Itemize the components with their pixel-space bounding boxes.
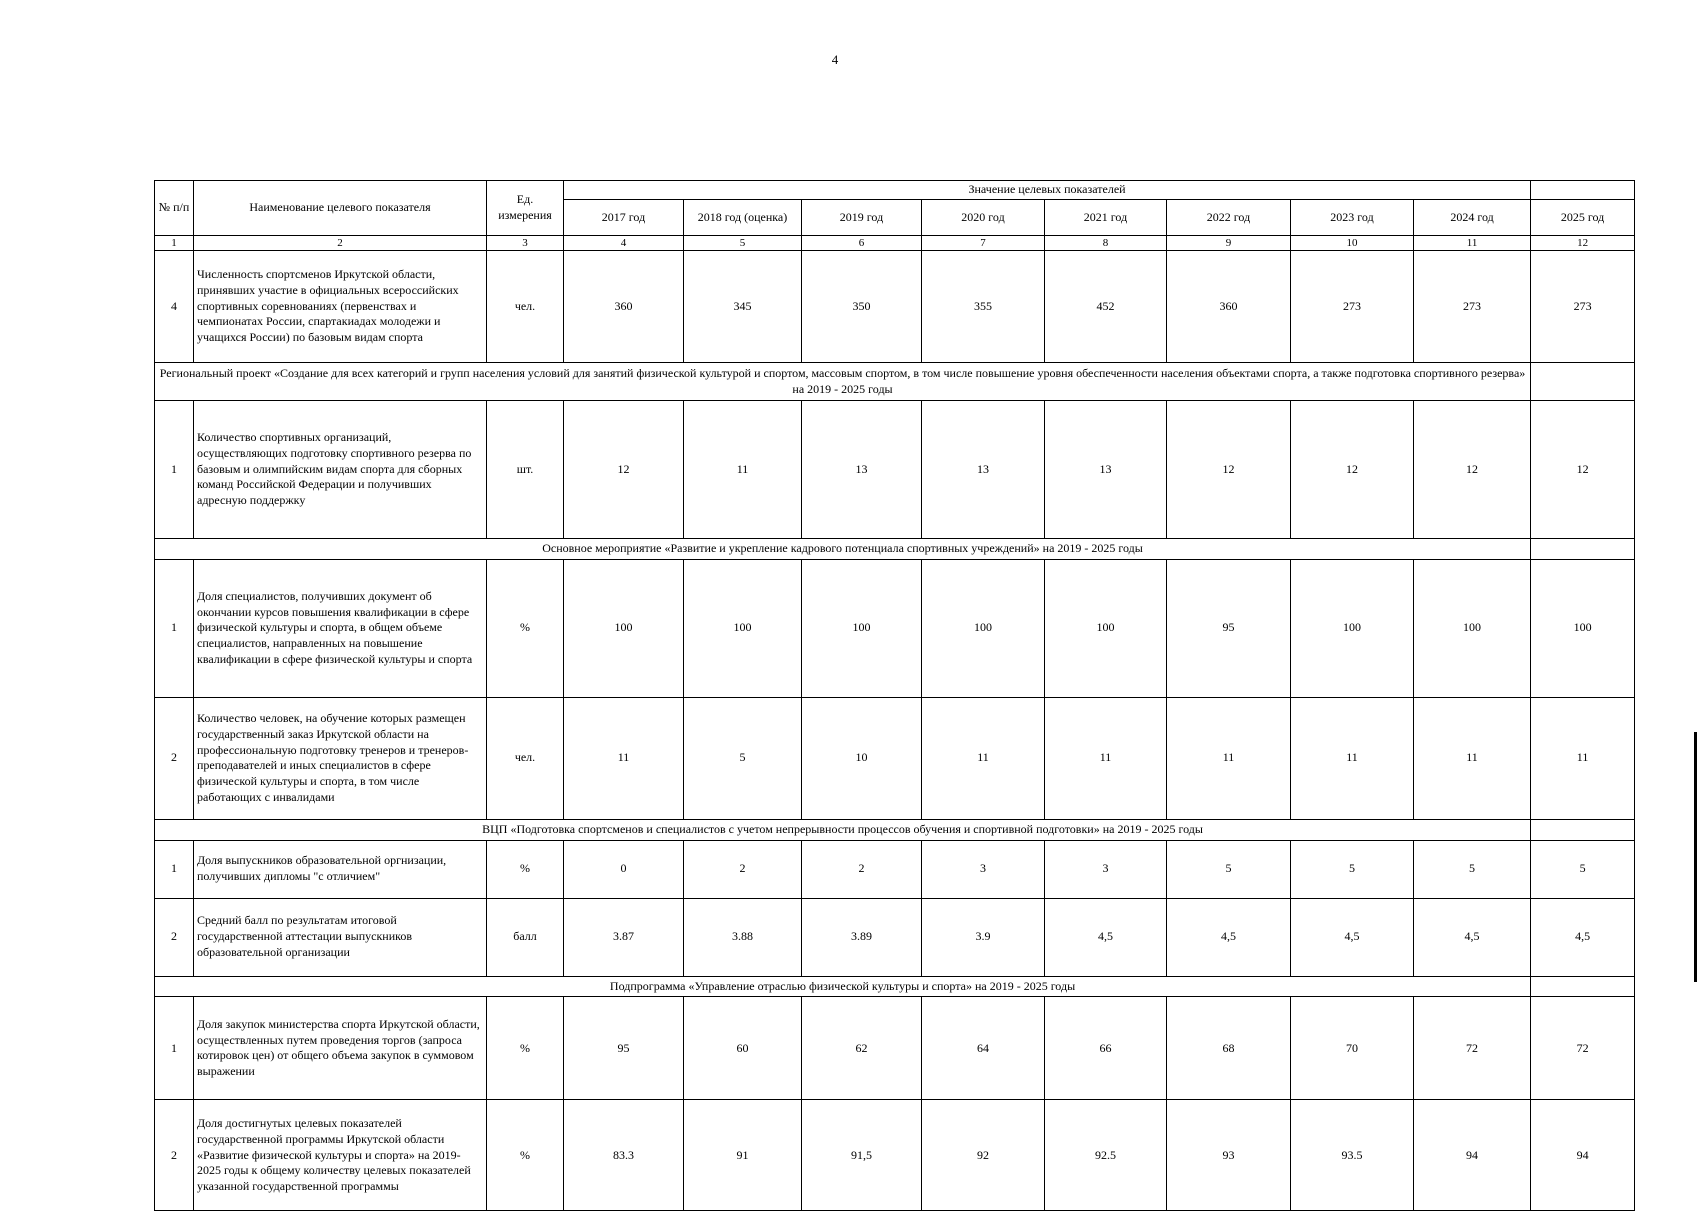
indicator-value: 360 bbox=[1167, 251, 1291, 363]
unit-of-measure: % bbox=[487, 1100, 564, 1211]
header-year: 2021 год bbox=[1045, 200, 1167, 236]
indicator-value: 13 bbox=[922, 401, 1045, 539]
indicator-value: 72 bbox=[1531, 997, 1635, 1100]
indicator-name: Доля закупок министерства спорта Иркутской области, осуществленных путем проведения торгов (запроса котировок цен) от общего объема закупок в суммовом выражении bbox=[194, 997, 487, 1100]
indicator-value: 100 bbox=[922, 559, 1045, 697]
page-number: 4 bbox=[831, 52, 839, 67]
indicator-value: 4,5 bbox=[1414, 898, 1531, 976]
section-empty-cell bbox=[1531, 539, 1635, 560]
indicator-value: 12 bbox=[1531, 401, 1635, 539]
column-numbers-row bbox=[155, 236, 1635, 251]
column-number: 9 bbox=[1167, 236, 1291, 251]
indicator-value: 11 bbox=[564, 697, 684, 819]
table-row bbox=[155, 697, 1635, 819]
indicator-value: 3 bbox=[922, 840, 1045, 898]
section-title: Подпрограмма «Управление отраслью физической культуры и спорта» на 2019 - 2025 годы bbox=[155, 976, 1531, 997]
indicator-value: 4,5 bbox=[1291, 898, 1414, 976]
indicator-value: 5 bbox=[1167, 840, 1291, 898]
section-title: ВЦП «Подготовка спортсменов и специалистов с учетом непрерывности процессов обучения и спортивной подготовки» на 2019 - 2025 годы bbox=[155, 819, 1531, 840]
section-header-row bbox=[155, 976, 1635, 997]
indicator-value: 5 bbox=[684, 697, 802, 819]
indicator-value: 92 bbox=[922, 1100, 1045, 1211]
header-year: 2025 год bbox=[1531, 200, 1635, 236]
indicator-value: 91,5 bbox=[802, 1100, 922, 1211]
table-body bbox=[155, 251, 1635, 1211]
column-number: 10 bbox=[1291, 236, 1414, 251]
row-number: 1 bbox=[155, 559, 194, 697]
row-number: 1 bbox=[155, 997, 194, 1100]
indicator-value: 66 bbox=[1045, 997, 1167, 1100]
table-row bbox=[155, 997, 1635, 1100]
indicator-name: Доля специалистов, получивших документ об окончании курсов повышения квалификации в сфере физической культуры и спорта, в общем объеме специалистов, направленных на повышение квалификации в сфере физической культуры и спорта bbox=[194, 559, 487, 697]
section-header-row bbox=[155, 819, 1635, 840]
indicator-value: 70 bbox=[1291, 997, 1414, 1100]
column-number: 11 bbox=[1414, 236, 1531, 251]
indicator-value: 3.88 bbox=[684, 898, 802, 976]
indicator-value: 12 bbox=[1167, 401, 1291, 539]
indicator-value: 360 bbox=[564, 251, 684, 363]
indicator-value: 452 bbox=[1045, 251, 1167, 363]
indicator-value: 62 bbox=[802, 997, 922, 1100]
column-number: 1 bbox=[155, 236, 194, 251]
indicator-value: 5 bbox=[1291, 840, 1414, 898]
indicator-value: 68 bbox=[1167, 997, 1291, 1100]
indicator-value: 11 bbox=[684, 401, 802, 539]
row-number: 2 bbox=[155, 1100, 194, 1211]
indicator-value: 94 bbox=[1531, 1100, 1635, 1211]
indicator-value: 92.5 bbox=[1045, 1100, 1167, 1211]
indicator-value: 100 bbox=[802, 559, 922, 697]
row-number: 4 bbox=[155, 251, 194, 363]
indicator-value: 100 bbox=[1045, 559, 1167, 697]
indicator-value: 5 bbox=[1414, 840, 1531, 898]
unit-of-measure: % bbox=[487, 997, 564, 1100]
indicator-name: Численность спортсменов Иркутской области, принявших участие в официальных всероссийских спортивных соревнованиях (первенствах и чемпионатах России, спартакиадах молодежи и учащихся России) по базовым видам спорта bbox=[194, 251, 487, 363]
column-number: 12 bbox=[1531, 236, 1635, 251]
table-row bbox=[155, 898, 1635, 976]
header-name: Наименование целевого показателя bbox=[194, 181, 487, 236]
table-row bbox=[155, 840, 1635, 898]
section-title: Основное мероприятие «Развитие и укрепление кадрового потенциала спортивных учреждений» на 2019 - 2025 годы bbox=[155, 539, 1531, 560]
column-number: 6 bbox=[802, 236, 922, 251]
column-number: 3 bbox=[487, 236, 564, 251]
indicator-value: 355 bbox=[922, 251, 1045, 363]
section-title: Региональный проект «Создание для всех категорий и групп населения условий для занятий физической культурой и спортом, массовым спортом, в том числе повышение уровня обеспеченности населения объектами спорта, а также подготовка спортивного резерва» на 2019 - 2025 годы bbox=[155, 363, 1531, 401]
header-values-empty bbox=[1531, 181, 1635, 200]
section-empty-cell bbox=[1531, 363, 1635, 401]
indicator-value: 72 bbox=[1414, 997, 1531, 1100]
section-empty-cell bbox=[1531, 976, 1635, 997]
indicator-value: 91 bbox=[684, 1100, 802, 1211]
row-number: 1 bbox=[155, 840, 194, 898]
indicator-value: 11 bbox=[922, 697, 1045, 819]
unit-of-measure: чел. bbox=[487, 697, 564, 819]
indicator-name: Доля достигнутых целевых показателей государственной программы Иркутской области «Развитие физической культуры и спорта» на 2019-2025 годы к общему количеству целевых показателей указанной государственной программы bbox=[194, 1100, 487, 1211]
column-number: 2 bbox=[194, 236, 487, 251]
indicator-value: 273 bbox=[1414, 251, 1531, 363]
column-number: 5 bbox=[684, 236, 802, 251]
indicator-value: 60 bbox=[684, 997, 802, 1100]
indicator-value: 5 bbox=[1531, 840, 1635, 898]
indicator-value: 11 bbox=[1531, 697, 1635, 819]
table-row bbox=[155, 251, 1635, 363]
header-year: 2018 год (оценка) bbox=[684, 200, 802, 236]
indicator-value: 11 bbox=[1291, 697, 1414, 819]
indicator-value: 0 bbox=[564, 840, 684, 898]
indicator-value: 10 bbox=[802, 697, 922, 819]
row-number: 1 bbox=[155, 401, 194, 539]
row-number: 2 bbox=[155, 898, 194, 976]
indicator-value: 12 bbox=[564, 401, 684, 539]
unit-of-measure: % bbox=[487, 840, 564, 898]
indicator-name: Количество спортивных организаций, осуществляющих подготовку спортивного резерва по базовым и олимпийским видам спорта для сборных команд Российской Федерации и получивших адресную поддержку bbox=[194, 401, 487, 539]
indicator-value: 95 bbox=[1167, 559, 1291, 697]
indicator-value: 12 bbox=[1414, 401, 1531, 539]
indicator-value: 273 bbox=[1291, 251, 1414, 363]
indicator-value: 11 bbox=[1414, 697, 1531, 819]
indicator-value: 100 bbox=[1414, 559, 1531, 697]
header-year: 2024 год bbox=[1414, 200, 1531, 236]
header-year: 2019 год bbox=[802, 200, 922, 236]
indicator-value: 83.3 bbox=[564, 1100, 684, 1211]
indicator-value: 4,5 bbox=[1531, 898, 1635, 976]
indicator-name: Доля выпускников образовательной оргнизации, получивших дипломы "с отличием" bbox=[194, 840, 487, 898]
indicator-value: 273 bbox=[1531, 251, 1635, 363]
header-year: 2020 год bbox=[922, 200, 1045, 236]
indicator-value: 64 bbox=[922, 997, 1045, 1100]
unit-of-measure: шт. bbox=[487, 401, 564, 539]
indicator-value: 2 bbox=[802, 840, 922, 898]
indicator-value: 4,5 bbox=[1045, 898, 1167, 976]
unit-of-measure: балл bbox=[487, 898, 564, 976]
indicator-value: 345 bbox=[684, 251, 802, 363]
header-values: Значение целевых показателей bbox=[564, 181, 1531, 200]
unit-of-measure: чел. bbox=[487, 251, 564, 363]
header-no: № п/п bbox=[155, 181, 194, 236]
target-indicators-table bbox=[154, 180, 1635, 1211]
indicator-value: 100 bbox=[1291, 559, 1414, 697]
indicator-value: 11 bbox=[1167, 697, 1291, 819]
indicator-value: 11 bbox=[1045, 697, 1167, 819]
indicator-value: 2 bbox=[684, 840, 802, 898]
header-unit: Ед. измерения bbox=[487, 181, 564, 236]
indicator-value: 94 bbox=[1414, 1100, 1531, 1211]
header-year: 2022 год bbox=[1167, 200, 1291, 236]
column-number: 7 bbox=[922, 236, 1045, 251]
table-row bbox=[155, 559, 1635, 697]
indicator-name: Средний балл по результатам итоговой государственной аттестации выпускников образовательной организации bbox=[194, 898, 487, 976]
indicator-name: Количество человек, на обучение которых размещен государственный заказ Иркутской области на профессиональную подготовку тренеров и тренеров-преподавателей и иных специалистов в сфере физической культуры и спорта, в том числе работающих с инвалидами bbox=[194, 697, 487, 819]
indicator-value: 4,5 bbox=[1167, 898, 1291, 976]
column-number: 4 bbox=[564, 236, 684, 251]
indicator-value: 100 bbox=[564, 559, 684, 697]
unit-of-measure: % bbox=[487, 559, 564, 697]
section-header-row bbox=[155, 363, 1635, 401]
header-year: 2017 год bbox=[564, 200, 684, 236]
section-empty-cell bbox=[1531, 819, 1635, 840]
indicator-value: 3 bbox=[1045, 840, 1167, 898]
header-year: 2023 год bbox=[1291, 200, 1414, 236]
section-header-row bbox=[155, 539, 1635, 560]
indicator-value: 93.5 bbox=[1291, 1100, 1414, 1211]
indicator-value: 3.89 bbox=[802, 898, 922, 976]
indicator-value: 95 bbox=[564, 997, 684, 1100]
indicator-value: 3.9 bbox=[922, 898, 1045, 976]
column-number: 8 bbox=[1045, 236, 1167, 251]
indicator-value: 100 bbox=[684, 559, 802, 697]
row-number: 2 bbox=[155, 697, 194, 819]
table-row bbox=[155, 401, 1635, 539]
indicator-value: 12 bbox=[1291, 401, 1414, 539]
indicator-value: 3.87 bbox=[564, 898, 684, 976]
indicator-value: 350 bbox=[802, 251, 922, 363]
table-row bbox=[155, 1100, 1635, 1211]
indicator-value: 13 bbox=[802, 401, 922, 539]
indicator-value: 93 bbox=[1167, 1100, 1291, 1211]
indicator-value: 13 bbox=[1045, 401, 1167, 539]
indicator-value: 100 bbox=[1531, 559, 1635, 697]
